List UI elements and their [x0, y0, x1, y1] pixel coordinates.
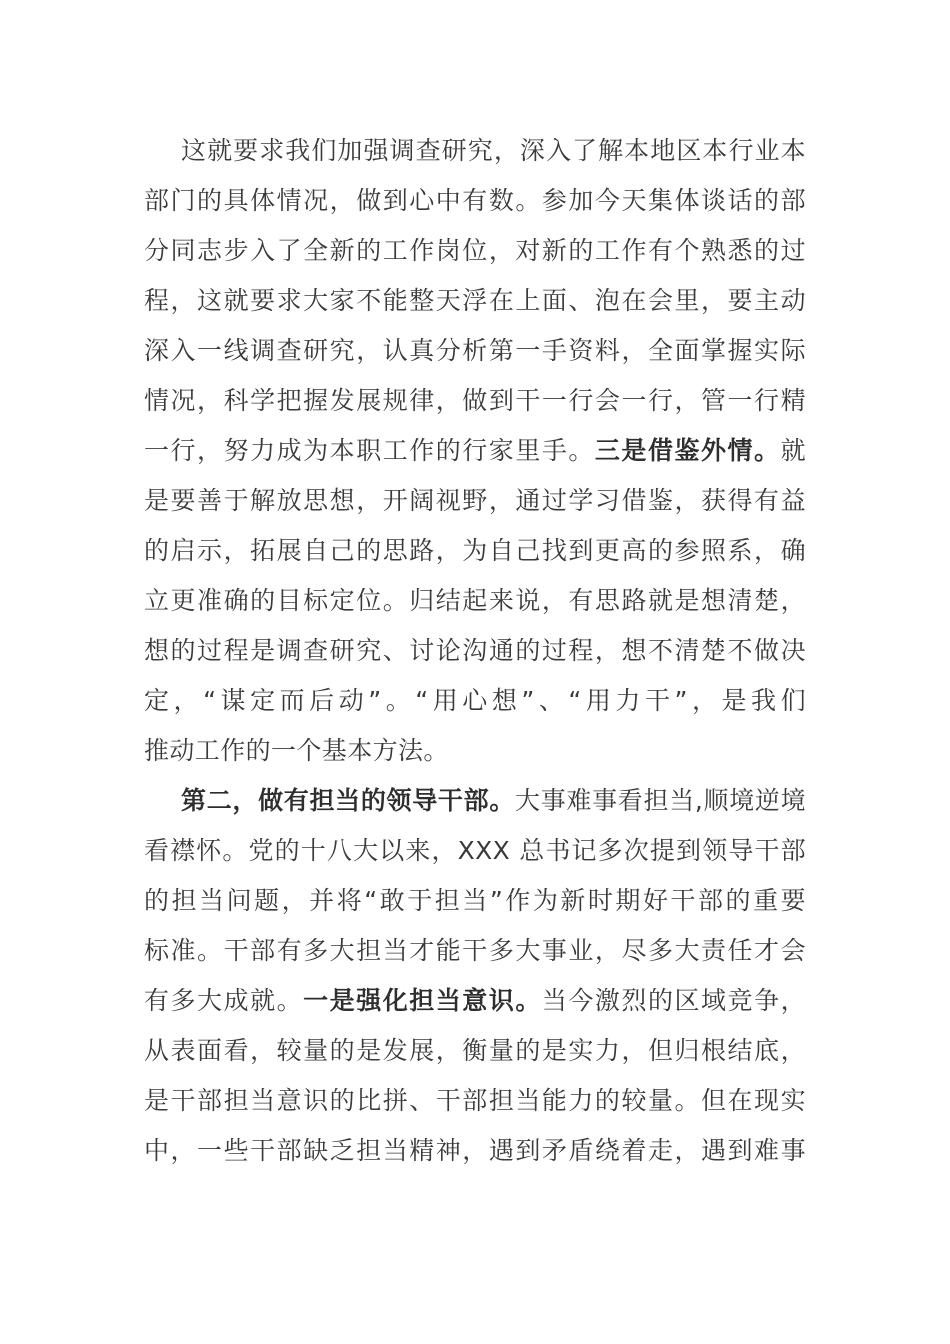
text-line: 想的过程是调查研究、讨论沟通的过程，想不清楚不做决	[144, 636, 806, 665]
text-line: 的启示，拓展自己的思路，为自己找到更高的参照系，确	[144, 536, 806, 565]
text-line: 从表面看，较量的是发展，衡量的是实力，但归根结底，	[144, 1036, 806, 1065]
text-line: 分同志步入了全新的工作岗位，对新的工作有个熟悉的过	[144, 236, 806, 265]
text-line	[144, 976, 806, 1026]
text-line: 深入一线调查研究，认真分析第一手资料，全面掌握实际	[144, 336, 806, 365]
text-line: 部门的具体情况，做到心中有数。参加今天集体谈话的部	[144, 186, 806, 215]
bold-heading: 三是借鉴外情。	[594, 436, 781, 465]
text-line: 的担当问题，并将“敢于担当”作为新时期好干部的重要	[144, 886, 806, 915]
text-line: 定，“谋定而后动”。“用心想”、“用力干”，是我们	[144, 686, 806, 715]
text-line: 标准。干部有多大担当才能干多大事业，尽多大责任才会	[144, 936, 806, 965]
paragraph-1	[144, 126, 806, 776]
text-run: 有多大成就。	[144, 986, 304, 1015]
text-run: 大事难事看担当,顺境逆境	[515, 786, 807, 815]
text-line: 情况，科学把握发展规律，做到干一行会一行，管一行精	[144, 386, 806, 415]
text-run: 一行，努力成为本职工作的行家里手。	[144, 436, 595, 465]
text-run: 当今激烈的区域竞争，	[541, 986, 806, 1015]
text-line: 立更准确的目标定位。归结起来说，有思路就是想清楚，	[144, 586, 806, 615]
body-text	[144, 126, 806, 1176]
text-run: 就	[780, 436, 806, 465]
text-line	[144, 776, 806, 826]
text-line: 中，一些干部缺乏担当精神，遇到矛盾绕着走，遇到难事	[144, 1136, 806, 1165]
bold-heading: 一是强化担当意识。	[303, 986, 542, 1015]
text-line	[144, 426, 806, 476]
bold-heading: 第二，做有担当的领导干部。	[181, 786, 516, 815]
paragraph-2	[144, 776, 806, 1176]
text-line: 这就要求我们加强调查研究，深入了解本地区本行业本	[181, 136, 806, 165]
text-line: 是要善于解放思想，开阔视野，通过学习借鉴，获得有益	[144, 486, 806, 515]
text-line: 是干部担当意识的比拼、干部担当能力的较量。但在现实	[144, 1086, 806, 1115]
text-line: 看襟怀。党的十八大以来，XXX 总书记多次提到领导干部	[144, 836, 806, 865]
text-line: 推动工作的一个基本方法。	[144, 736, 449, 765]
text-line: 程，这就要求大家不能整天浮在上面、泡在会里，要主动	[144, 286, 806, 315]
